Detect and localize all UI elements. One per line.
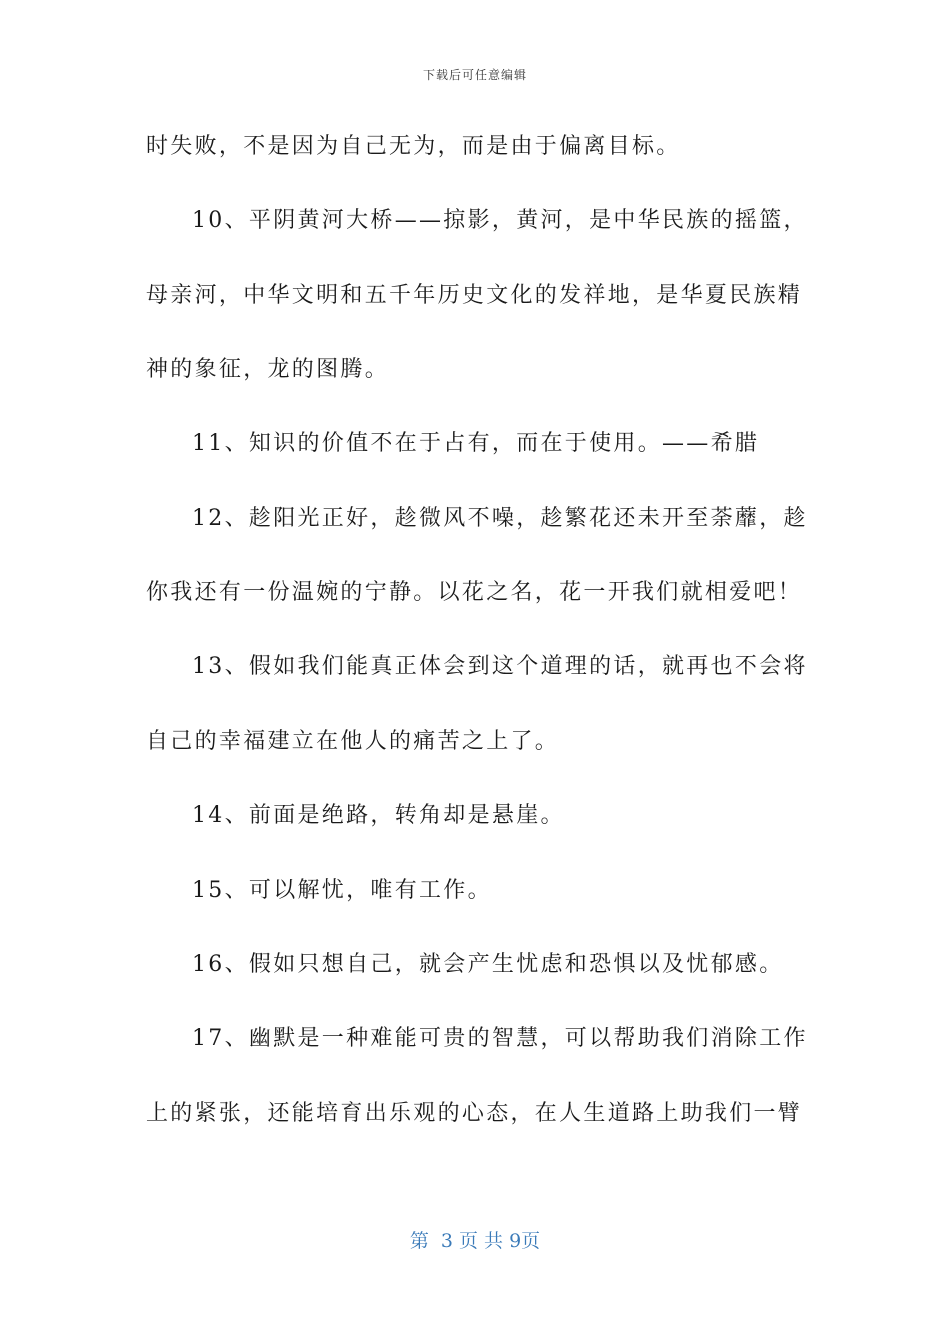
text-line: 14、前面是绝路，转角却是悬崖。	[192, 803, 565, 828]
text-line: 神的象征，龙的图腾。	[146, 357, 390, 382]
text-line: 上的紧张，还能培育出乐观的心态，在人生道路上助我们一臂	[146, 1101, 803, 1126]
page-number: 第 3 页 共 9页	[409, 1230, 541, 1252]
text-line: 11、知识的价值不在于占有，而在于使用。——希腊	[192, 431, 760, 456]
text-line: 母亲河，中华文明和五千年历史文化的发祥地，是华夏民族精	[146, 283, 803, 308]
text-line: 你我还有一份温婉的宁静。以花之名，花一开我们就相爱吧！	[146, 580, 803, 605]
text-line: 13、假如我们能真正体会到这个道理的话，就再也不会将	[192, 654, 808, 679]
header-note: 下载后可任意编辑	[422, 68, 527, 82]
text-line: 15、可以解忧，唯有工作。	[192, 878, 492, 903]
text-line: 时失败，不是因为自己无为，而是由于偏离目标。	[146, 134, 681, 159]
text-line: 自己的幸福建立在他人的痛苦之上了。	[146, 729, 560, 754]
text-line: 12、趁阳光正好，趁微风不噪，趁繁花还未开至荼蘼，趁	[192, 506, 808, 531]
text-line: 10、平阴黄河大桥——掠影，黄河，是中华民族的摇篮，	[192, 208, 808, 233]
text-line: 16、假如只想自己，就会产生忧虑和恐惧以及忧郁感。	[192, 952, 784, 977]
text-line: 17、幽默是一种难能可贵的智慧，可以帮助我们消除工作	[192, 1026, 808, 1051]
